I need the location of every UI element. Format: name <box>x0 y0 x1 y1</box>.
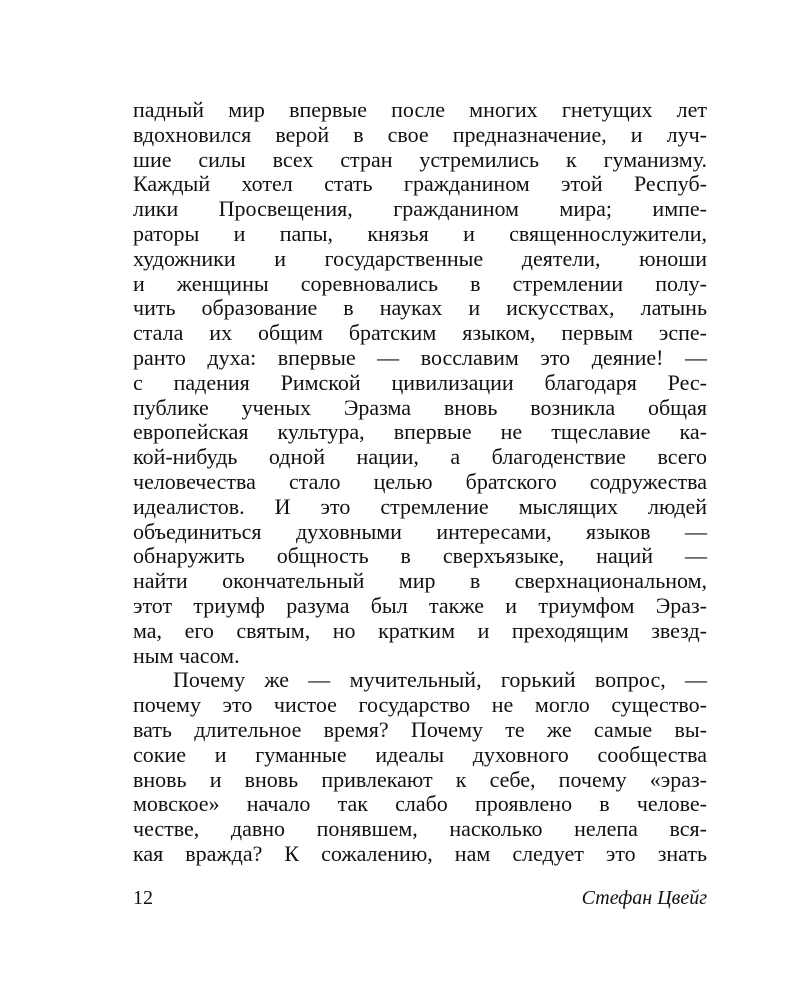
text-line: кой-нибудь одной нации, а благоденствие всего <box>133 444 707 470</box>
text-line: лики Просвещения, гражданином мира; импе- <box>133 196 707 222</box>
text-line: европейская культура, впервые не тщеславие ка- <box>133 419 707 445</box>
text-line: ма, его святым, но кратким и преходящим звезд- <box>133 617 707 643</box>
text-line: мовское» начало так слабо проявлено в челове- <box>133 791 707 817</box>
text-line: шие силы всех стран устремились к гуманизму. <box>133 146 707 172</box>
text-line: Каждый хотел стать гражданином этой Респуб- <box>133 171 707 197</box>
text-line: обнаружить общность в сверхъязыке, наций — <box>133 543 707 569</box>
text-line: публике ученых Эразма вновь возникла общая <box>133 394 707 420</box>
text-line: кая вражда? К сожалению, нам следует это знать <box>133 840 707 866</box>
text-line: раторы и папы, князья и священнослужители, <box>133 220 707 246</box>
body-text <box>133 98 707 867</box>
text-line: сокие и гуманные идеалы духовного сообщества <box>133 741 707 767</box>
text-line: человечества стало целью братского содружества <box>133 468 707 494</box>
text-line: почему это чистое государство не могло существо- <box>133 692 707 718</box>
text-line: стала их общим братским языком, первым эспе- <box>133 320 707 346</box>
text-line: ранто духа: впервые — восславим это деяние! — <box>133 344 707 370</box>
text-line: чить образование в науках и искусствах, латынь <box>133 295 707 321</box>
text-line: объединиться духовными интересами, языков — <box>133 518 707 544</box>
text-line: художники и государственные деятели, юноши <box>133 245 707 271</box>
text-line: Почему же — мучительный, горький вопрос, — <box>173 667 707 693</box>
paragraph-2 <box>133 668 707 866</box>
text-line: падный мир впервые после многих гнетущих лет <box>133 97 707 122</box>
running-author: Стефан Цвейг <box>581 887 707 909</box>
page-footer <box>133 884 707 912</box>
text-line: вновь и вновь привлекают к себе, почему «эраз- <box>133 766 707 792</box>
text-line: ным часом. <box>133 642 240 668</box>
text-line: вать длительное время? Почему те же самые вы- <box>133 716 707 742</box>
text-line: с падения Римской цивилизации благодаря Рес- <box>133 369 707 395</box>
text-line: честве, давно понявшем, насколько нелепа вся- <box>133 816 707 842</box>
page-number: 12 <box>133 887 153 909</box>
paragraph-1 <box>133 98 707 668</box>
text-line: этот триумф разума был также и триумфом Эраз- <box>133 592 707 618</box>
text-line: и женщины соревновались в стремлении полу- <box>133 270 707 296</box>
text-line: идеалистов. И это стремление мыслящих людей <box>133 493 707 519</box>
text-line: найти окончательный мир в сверхнациональном, <box>133 568 707 594</box>
text-line: вдохновился верой в свое предназначение, и луч- <box>133 121 707 147</box>
